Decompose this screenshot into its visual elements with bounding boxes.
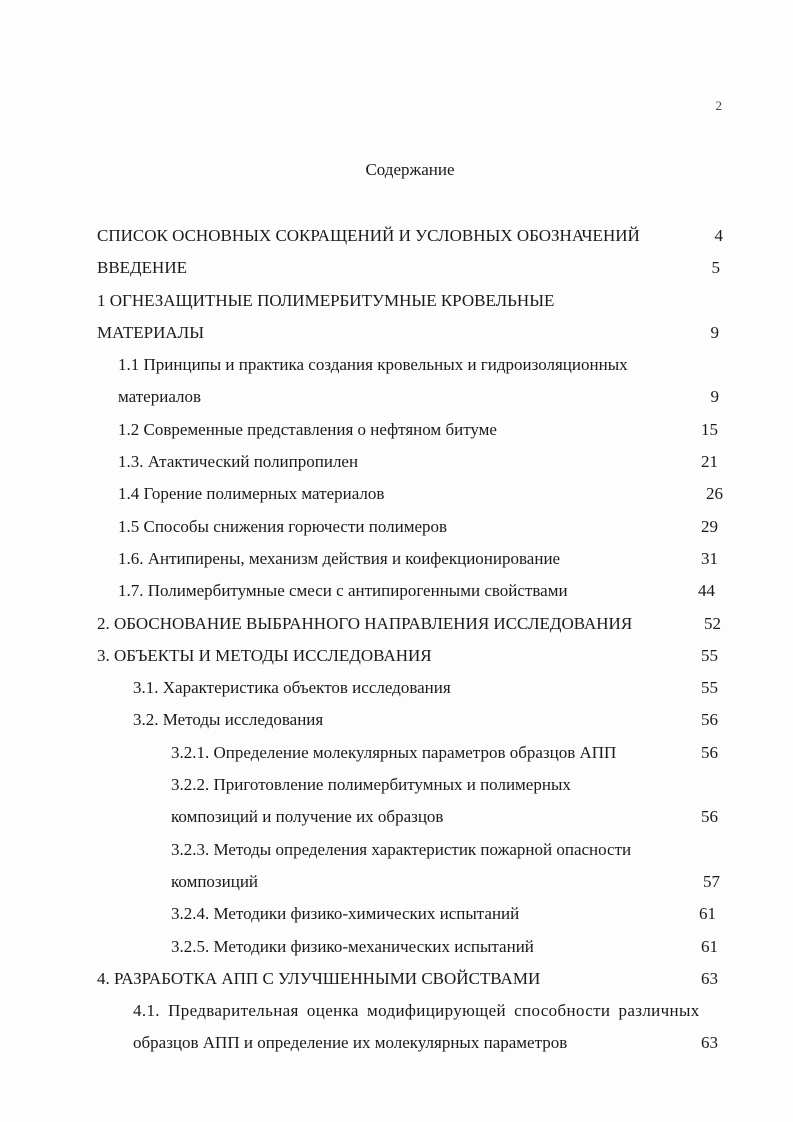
toc-entry-text: 1.4 Горение полимерных материалов bbox=[118, 484, 385, 504]
toc-entry-page: 15 bbox=[701, 419, 718, 439]
toc-entry bbox=[97, 931, 721, 963]
toc-entry bbox=[97, 317, 721, 349]
toc-entry-page: 52 bbox=[704, 613, 721, 633]
toc-entry-text: 3.2.2. Приготовление полимербитумных и полимерных bbox=[171, 775, 571, 795]
toc-entry-text: композиций и получение их образцов bbox=[171, 807, 444, 827]
toc-entry-page: 29 bbox=[701, 516, 718, 536]
toc-entry bbox=[97, 898, 721, 930]
toc-entry-text: 3.2.5. Методики физико-механических испытаний bbox=[171, 936, 534, 956]
toc-entry-page: 26 bbox=[706, 484, 723, 504]
toc-entry bbox=[97, 737, 721, 769]
toc-entry-page: 56 bbox=[701, 742, 718, 762]
table-of-contents bbox=[97, 220, 721, 1060]
toc-entry-text: 3. ОБЪЕКТЫ И МЕТОДЫ ИССЛЕДОВАНИЯ bbox=[97, 645, 432, 665]
toc-entry-text: 1.3. Атактический полипропилен bbox=[118, 452, 359, 472]
toc-entry bbox=[97, 866, 721, 898]
toc-entry bbox=[97, 543, 721, 575]
toc-entry-text: 1 ОГНЕЗАЩИТНЫЕ ПОЛИМЕРБИТУМНЫЕ КРОВЕЛЬНЫЕ bbox=[97, 290, 555, 310]
toc-entry-text: МАТЕРИАЛЫ bbox=[97, 322, 205, 342]
toc-entry bbox=[97, 672, 721, 704]
toc-entry-page: 9 bbox=[710, 322, 719, 342]
toc-entry bbox=[97, 349, 721, 381]
toc-entry bbox=[97, 220, 721, 252]
toc-entry bbox=[97, 1027, 721, 1059]
toc-entry-text: 3.2. Методы исследования bbox=[133, 710, 324, 730]
toc-entry-page: 56 bbox=[701, 807, 718, 827]
toc-entry bbox=[97, 446, 721, 478]
toc-entry bbox=[97, 285, 721, 317]
toc-entry-page: 9 bbox=[710, 387, 719, 407]
toc-entry-page: 21 bbox=[701, 452, 718, 472]
toc-entry-text: композиций bbox=[171, 871, 259, 891]
toc-entry-text: ВВЕДЕНИЕ bbox=[97, 258, 187, 278]
toc-entry-text: 3.2.4. Методики физико-химических испытаний bbox=[171, 904, 520, 924]
toc-entry bbox=[97, 704, 721, 736]
toc-entry-page: 61 bbox=[699, 904, 716, 924]
toc-entry-text: 2. ОБОСНОВАНИЕ ВЫБРАННОГО НАПРАВЛЕНИЯ ИССЛЕДОВАНИЯ bbox=[97, 613, 633, 633]
toc-entry-text: 1.2 Современные представления о нефтяном битуме bbox=[118, 419, 497, 439]
toc-entry bbox=[97, 640, 721, 672]
toc-entry bbox=[97, 963, 721, 995]
toc-entry-page: 55 bbox=[701, 678, 718, 698]
toc-entry bbox=[97, 769, 721, 801]
toc-entry-text: СПИСОК ОСНОВНЫХ СОКРАЩЕНИЙ И УСЛОВНЫХ ОБОЗНАЧЕНИЙ bbox=[97, 226, 640, 245]
toc-entry-text: 1.5 Способы снижения горючести полимеров bbox=[118, 516, 448, 536]
toc-entry-page: 61 bbox=[701, 936, 718, 956]
toc-entry bbox=[97, 801, 721, 833]
toc-entry-page: 4 bbox=[714, 226, 723, 245]
toc-entry-text: 4.1. Предварительная оценка модифицирующей способности различных bbox=[133, 1001, 700, 1021]
toc-entry-page: 63 bbox=[701, 968, 718, 988]
toc-entry-page: 57 bbox=[703, 871, 720, 891]
toc-entry bbox=[97, 834, 721, 866]
page-number: 2 bbox=[715, 98, 722, 113]
toc-entry bbox=[97, 575, 721, 607]
toc-entry bbox=[97, 414, 721, 446]
toc-entry-text: 4. РАЗРАБОТКА АПП С УЛУЧШЕННЫМИ СВОЙСТВАМИ bbox=[97, 968, 541, 988]
toc-entry-page: 55 bbox=[701, 645, 718, 665]
toc-entry-page: 44 bbox=[698, 581, 715, 601]
toc-entry-page: 63 bbox=[701, 1033, 718, 1053]
toc-entry-text: образцов АПП и определение их молекулярных параметров bbox=[133, 1033, 568, 1053]
toc-entry-text: 3.1. Характеристика объектов исследования bbox=[133, 678, 451, 698]
toc-entry-page: 31 bbox=[701, 548, 718, 568]
toc-entry-text: 1.7. Полимербитумные смеси с антипирогенными свойствами bbox=[118, 581, 568, 601]
toc-entry-page: 56 bbox=[701, 710, 718, 730]
toc-entry-text: 3.2.3. Методы определения характеристик пожарной опасности bbox=[171, 839, 632, 859]
toc-entry bbox=[97, 995, 721, 1027]
toc-entry-text: материалов bbox=[118, 387, 202, 407]
toc-entry bbox=[97, 381, 721, 413]
toc-entry-page: 5 bbox=[711, 258, 720, 278]
toc-entry bbox=[97, 511, 721, 543]
toc-entry-text: 1.6. Антипирены, механизм действия и коифекционирование bbox=[118, 548, 561, 568]
toc-entry-text: 3.2.1. Определение молекулярных параметров образцов АПП bbox=[171, 742, 617, 762]
toc-entry bbox=[97, 478, 721, 510]
toc-entry-text: 1.1 Принципы и практика создания кровельных и гидроизоляционных bbox=[118, 355, 628, 375]
toc-entry bbox=[97, 252, 721, 284]
toc-title: Содержание bbox=[365, 160, 455, 179]
toc-entry bbox=[97, 608, 721, 640]
